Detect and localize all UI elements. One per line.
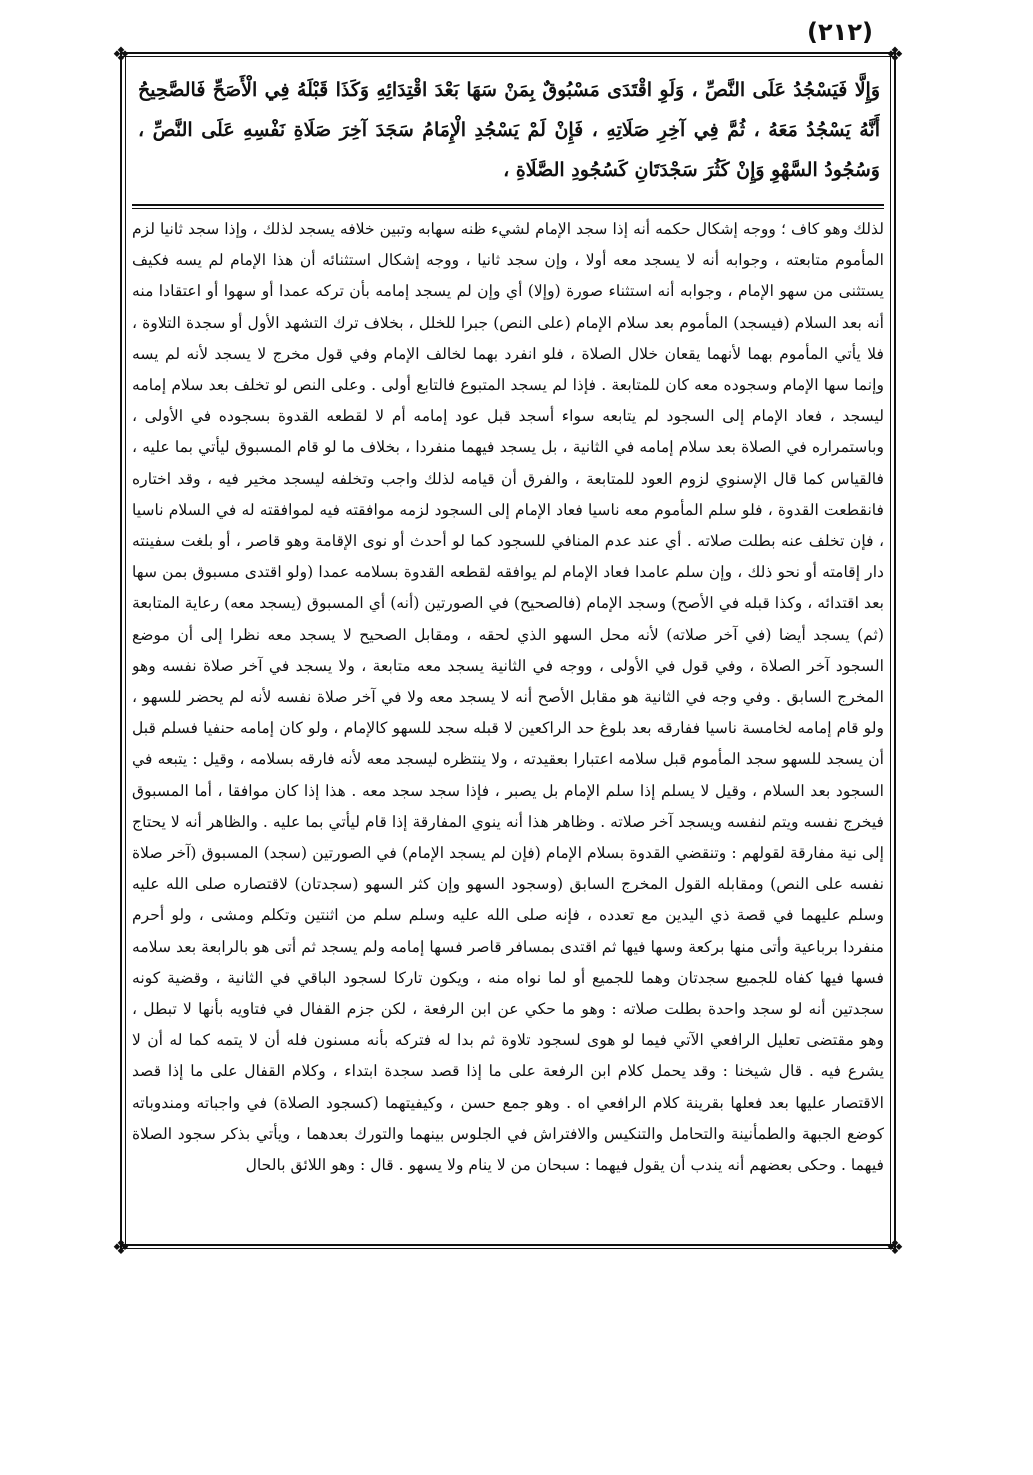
commentary-text [132, 214, 884, 1234]
frame-right-line-inner [890, 52, 891, 1249]
frame-top-line [120, 52, 896, 54]
page-number: (٢١٢) [807, 18, 873, 46]
corner-ornament-icon: ❖ [112, 1235, 130, 1259]
section-divider [132, 204, 884, 206]
section-divider [132, 208, 884, 209]
frame-top-line-inner [120, 56, 896, 57]
frame-bottom-line-inner [120, 1248, 896, 1249]
corner-ornament-icon: ❖ [886, 42, 904, 66]
frame-bottom-line [120, 1244, 896, 1246]
corner-ornament-icon: ❖ [886, 1235, 904, 1259]
frame-right-line [894, 52, 896, 1249]
corner-ornament-icon: ❖ [112, 42, 130, 66]
frame-left-line-inner [125, 52, 126, 1249]
matn-text: وَإِلَّا فَيَسْجُدُ عَلَى النَّصِّ ، وَلَوِ اقْتَدَى مَسْبُوقٌ بِمَنْ سَهَا بَعْدَ اقْتِدَائِهِ وَكَذَا قَبْلَهُ فِي الْأَصَحِّ فَالصَّحِيحُ أَنَّهُ يَسْجُدُ مَعَهُ ، ثُمَّ فِي آخِرِ صَلَاتِهِ ، فَإِنْ لَمْ يَسْجُدِ الْإِمَامُ سَجَدَ آخِرَ صَلَاةِ نَفْسِهِ عَلَى النَّصِّ ، وَسُجُودُ السَّهْوِ وَإِنْ كَثُرَ سَجْدَتَانِ كَسُجُودِ الصَّلَاةِ ، [138, 79, 880, 181]
commentary-paragraph: لذلك وهو كاف ؛ ووجه إشكال حكمه أنه إذا سجد الإمام لشيء ظنه سهابه وتبين خلافه يسجد لذلك ، وإذا سجد ثانيا لزم المأموم متابعته ، وجوابه أنه لا يسجد معه أولا ، وإن سجد ثانيا ، ووجه إشكال استثنائه أن هذا الإمام لم يسه فكيف يستثنى من سهو الإمام ، وجوابه أنه استثناء صورة (وإلا) أي وإن لم يسجد إمامه بأن تركه عمدا أو سهوا أو اعتقادا منه أنه بعد السلام (فيسجد) المأموم بعد سلام الإمام (على النص) جبرا للخلل ، بخلاف ترك التشهد الأول أو سجدة التلاوة ، فلا يأتي المأموم بهما لأنهما يقعان خلال الصلاة ، فلو انفرد بهما لخالف الإمام وفي قول مخرج لا يسجد لأنه لم يسه وإنما سها الإمام وسجوده معه كان للمتابعة . فإذا لم يسجد المتبوع فالتابع أولى . وعلى النص لو تخلف بعد سلام إمامه ليسجد ، فعاد الإمام إلى السجود لم يتابعه سواء أسجد قبل عود إمامه أم لا لقطعه القدوة بسجوده في الأولى ، وباستمراره في الصلاة بعد سلام إمامه في الثانية ، بل يسجد فيهما منفردا ، بخلاف ما لو قام المسبوق ليأتي بما عليه ، فالقياس كما قال الإسنوي لزوم العود للمتابعة ، والفرق أن قيامه لذلك واجب وتخلفه ليسجد مخير فيه ، وقد اختاره فانقطعت القدوة ، فلو سلم المأموم معه ناسيا فعاد الإمام إلى السجود لزمه موافقته فيه لموافقته له في السلام ناسيا ، فإن تخلف عنه بطلت صلاته . أي عند عدم المنافي للسجود كما لو أحدث أو نوى الإقامة وهو قاصر ، أو بلغت سفينته دار إقامته أو نحو ذلك ، وإن سلم عامدا فعاد الإمام لم يوافقه لقطعه القدوة بسلامه عمدا (ولو اقتدى مسبوق بمن سها بعد اقتدائه ، وكذا قبله في الأصح) وسجد الإمام (فالصحيح) في الصورتين (أنه) أي المسبوق (يسجد معه) رعاية المتابعة (ثم) يسجد أيضا (في آخر صلاته) لأنه محل السهو الذي لحقه ، ومقابل الصحيح لا يسجد معه نظرا إلى أن موضع السجود آخر الصلاة ، وفي قول في الأولى ، ووجه في الثانية يسجد معه متابعة ، ولا يسجد في آخر صلاة نفسه وهو المخرج السابق . وفي وجه في الثانية هو مقابل الأصح أنه لا يسجد معه ولا في آخر صلاة نفسه لأنه لم يحضر للسهو ، ولو قام إمامه لخامسة ناسيا ففارقه بعد بلوغ حد الراكعين لا قبله سجد للسهو كالإمام ، ولو كان إمامه حنفيا فسلم قبل أن يسجد للسهو سجد المأموم قبل سلامه اعتبارا بعقيدته ، ولا ينتظره ليسجد معه لأنه فارقه بسلامه ، وقيل : يتبعه في السجود بعد السلام ، وقيل لا يسلم إذا سلم الإمام بل يصبر ، فإذا سجد سجد معه . هذا إذا كان موافقا ، أما المسبوق فيخرج نفسه ويتم لنفسه ويسجد آخر صلاته . وظاهر هذا أنه ينوي المفارقة إذا قام ليأتي بما عليه . والظاهر أنه لا يحتاج إلى نية مفارقة لقولهم : وتنقضي القدوة بسلام الإمام (فإن لم يسجد الإمام) في الصورتين (سجد) المسبوق (آخر صلاة نفسه على النص) ومقابله القول المخرج السابق (وسجود السهو وإن كثر السهو (سجدتان) لاقتصاره صلى الله عليه وسلم عليهما في قصة ذي اليدين مع تعدده ، فإنه صلى الله عليه وسلم سلم من اثنتين وتكلم ومشى ، ولو أحرم منفردا برباعية وأتى منها بركعة وسها فيها ثم اقتدى بمسافر قاصر فسها إمامه ولم يسجد ثم أتى هو بالرابعة بعد سلامه فسها فيها كفاه للجميع سجدتان وهما للجميع أو لما نواه منه ، ويكون تاركا لسجود الباقي في الثانية ، وقضية كونه سجدتين أنه لو سجد واحدة بطلت صلاته : وهو ما حكي عن ابن الرفعة ، لكن جزم القفال في فتاويه بأنها لا تبطل ، وهو مقتضى تعليل الرافعي الآتي فيما لو هوى لسجود تلاوة ثم بدا له فتركه بأنه مسنون فله أن لا يتمه كما له أن لا يشرع فيه . قال شيخنا : وقد يحمل كلام ابن الرفعة على ما إذا قصد سجدة ابتداء ، وكلام القفال على ما إذا قصد الاقتصار عليها بعد فعلها بقرينة كلام الرافعي اه . وهو جمع حسن ، وكيفيتهما (كسجود الصلاة) في واجباته ومندوباته كوضع الجبهة والطمأنينة والتحامل والتنكيس والافتراش في الجلوس بينهما والتورك بعدهما ، ويأتي بذكر سجود الصلاة فيهما . وحكى بعضهم أنه يندب أن يقول فيهما : سبحان من لا ينام ولا يسهو . قال : وهو اللائق بالحال [132, 220, 884, 1175]
frame-left-line [120, 52, 122, 1249]
